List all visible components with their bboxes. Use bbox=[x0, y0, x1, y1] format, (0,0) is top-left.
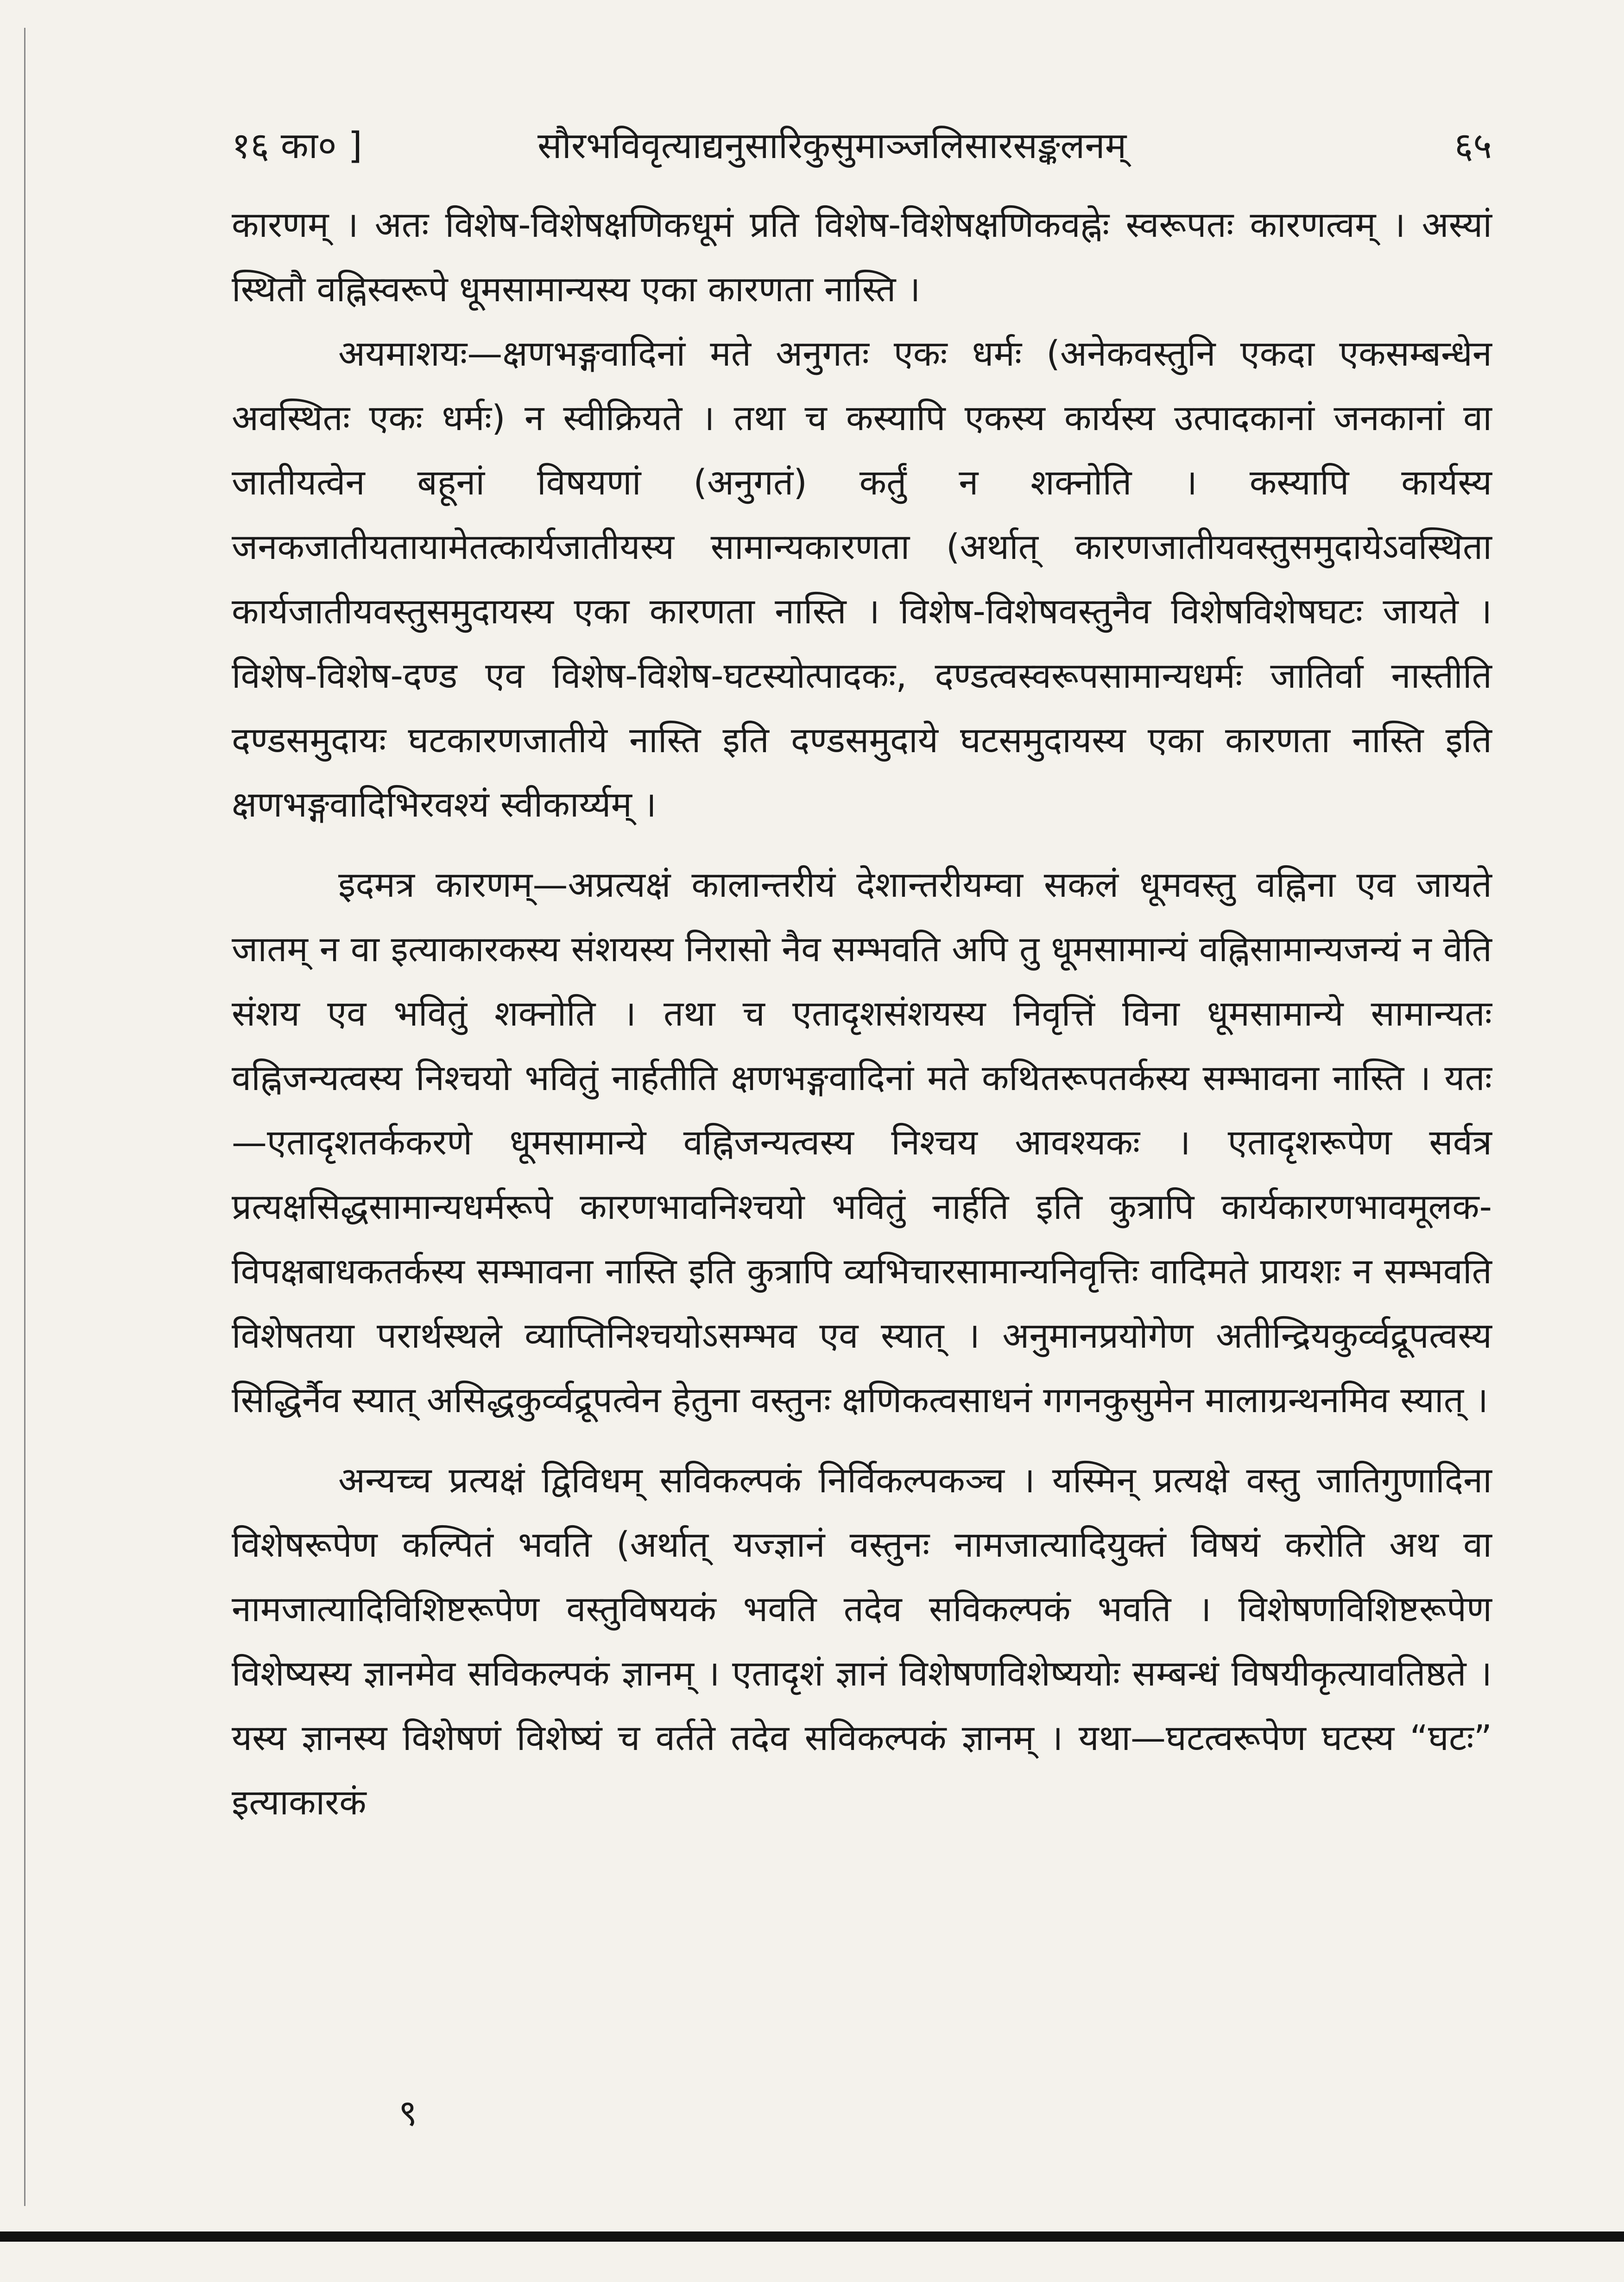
body-text bbox=[232, 192, 1492, 1834]
paragraph-3: इदमत्र कारणम्—अप्रत्यक्षं कालान्तरीयं देशान्तरीयम्वा सकलं धूमवस्तु वह्निना एव जायते जातम् न वा इत्याकारकस्य संशयस्य निरासो नैव सम्भवति अपि तु धूमसामान्यं वह्निसामान्यजन्यं न वेति संशय एव भवितुं शक्नोति । तथा च एतादृशसंशयस्य निवृत्तिं विना धूमसामान्ये सामान्यतः वह्निजन्यत्वस्य निश्चयो भवितुं नार्हतीति क्षणभङ्गवादिनां मते कथितरूपतर्कस्य सम्भावना नास्ति । यतः—एतादृशतर्ककरणे धूमसामान्ये वह्निजन्यत्वस्य निश्चय आवश्यकः । एतादृशरूपेण सर्वत्र प्रत्यक्षसिद्धसामान्यधर्मरूपे कारणभावनिश्चयो भवितुं नार्हति इति कुत्रापि कार्यकारणभावमूलक-विपक्षबाधकतर्कस्य सम्भावना नास्ति इति कुत्रापि व्यभिचारसामान्यनिवृत्तिः वादिमते प्रायशः न सम्भवति विशेषतया परार्थस्थले व्याप्तिनिश्चयोऽसम्भव एव स्यात् । अनुमानप्रयोगेण अतीन्द्रियकुर्व्वद्रूपत्वस्य सिद्धिर्नैव स्यात् असिद्धकुर्व्वद्रूपत्वेन हेतुना वस्तुनः क्षणिकत्वसाधनं गगनकुसुमेन मालाग्रन्थनमिव स्यात् । bbox=[232, 864, 1492, 1420]
running-header bbox=[232, 118, 1492, 174]
signature-mark: ९ bbox=[398, 2092, 417, 2134]
paragraph-2: अयमाशयः—क्षणभङ्गवादिनां मते अनुगतः एकः धर्मः (अनेकवस्तुनि एकदा एकसम्बन्धेन अवस्थितः एकः धर्मः) न स्वीक्रियते । तथा च कस्यापि एकस्य कार्यस्य उत्पादकानां जनकानां वा जातीयत्वेन बहूनां विषयणां (अनुगतं) कर्तुं न शक्नोति । कस्यापि कार्यस्य जनकजातीयतायामेतत्कार्यजातीयस्य सामान्यकारणता (अर्थात् कारणजातीयवस्तुसमुदायेऽवस्थिता कार्यजातीयवस्तुसमुदायस्य एका कारणता नास्ति । विशेष-विशेषवस्तुनैव विशेषविशेषघटः जायते । विशेष-विशेष-दण्ड एव विशेष-विशेष-घटस्योत्पादकः, दण्डत्वस्वरूपसामान्यधर्मः जातिर्वा नास्तीति दण्डसमुदायः घटकारणजातीये नास्ति इति दण्डसमुदाये घटसमुदायस्य एका कारणता नास्ति इति क्षणभङ्गवादिभिरवश्यं स्वीकार्य्यम् । bbox=[232, 333, 1492, 825]
page-edge-line bbox=[24, 28, 25, 2206]
section-marker: १६ का० ] bbox=[232, 125, 362, 167]
paragraph-1: कारणम् । अतः विशेष-विशेषक्षणिकधूमं प्रति विशेष-विशेषक्षणिकवह्नेः स्वरूपतः कारणत्वम् । अस्यां स्थितौ वह्निस्वरूपे धूमसामान्यस्य एका कारणता नास्ति । bbox=[232, 204, 1492, 310]
running-title: सौरभविवृत्याद्यनुसारिकुसुमाञ्जलिसारसङ्कलनम् bbox=[537, 125, 1127, 167]
bottom-rule bbox=[0, 2231, 1624, 2242]
paragraph-4: अन्यच्च प्रत्यक्षं द्विविधम् सविकल्पकं निर्विकल्पकञ्च । यस्मिन् प्रत्यक्षे वस्तु जातिगुणादिना विशेषरूपेण कल्पितं भवति (अर्थात् यज्ज्ञानं वस्तुनः नामजात्यादियुक्तं विषयं करोति अथ वा नामजात्यादिविशिष्टरूपेण वस्तुविषयकं भवति तदेव सविकल्पकं भवति । विशेषणविशिष्टरूपेण विशेष्यस्य ज्ञानमेव सविकल्पकं ज्ञानम् । एतादृशं ज्ञानं विशेषणविशेष्ययोः सम्बन्धं विषयीकृत्यावतिष्ठते । यस्य ज्ञानस्य विशेषणं विशेष्यं च वर्तते तदेव सविकल्पकं ज्ञानम् । यथा—घटत्वरूपेण घटस्य “घटः” इत्याकारकं bbox=[232, 1459, 1492, 1823]
page-number: ६५ bbox=[1454, 125, 1492, 167]
